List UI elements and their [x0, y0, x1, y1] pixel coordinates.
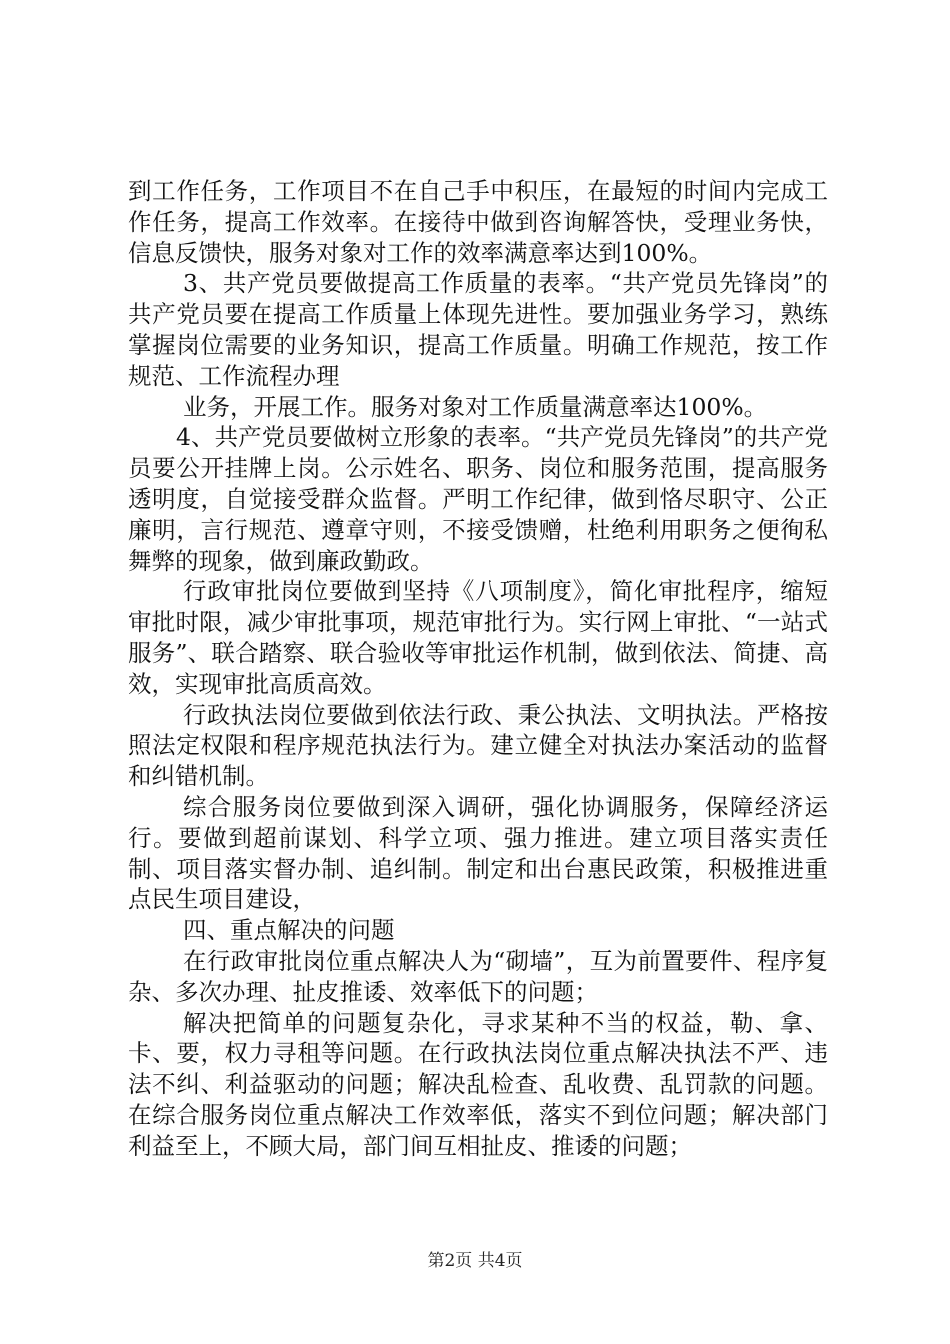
paragraph: 业务，开展工作。服务对象对工作质量满意率达100%。 [183, 392, 768, 421]
paragraph: 四、重点解决的问题 [183, 916, 395, 945]
paragraph: 到工作任务，工作项目不在自己手中积压，在最短的时间内完成工作任务，提高工作效率。在接待中做到咨询解答快，受理业务快，信息反馈快，服务对象对工作的效率满意率达到100%。 [128, 177, 828, 267]
page-footer: 第2页 共4页 [427, 1251, 523, 1271]
document-body [128, 176, 828, 1162]
paragraph: 3、共产党员要做提高工作质量的表率。“共产党员先锋岗”的共产党员要在提高工作质量上体现先进性。要加强业务学习，熟练掌握岗位需要的业务知识，提高工作质量。明确工作规范，按工作规范、工作流程办理 [128, 269, 828, 390]
paragraph: 解决把简单的问题复杂化，寻求某种不当的权益，勒、拿、卡、要，权力寻租等问题。在行政执法岗位重点解决执法不严、违法不纠、利益驱动的问题；解决乱检查、乱收费、乱罚款的问题。在综合服务岗位重点解决工作效率低，落实不到位问题；解决部门利益至上，不顾大局，部门间互相扯皮、推诿的问题； [128, 1008, 828, 1160]
paragraph: 在行政审批岗位重点解决人为“砌墙”，互为前置要件、程序复杂、多次办理、扯皮推诿、效率低下的问题； [128, 946, 828, 1006]
paragraph: 综合服务岗位要做到深入调研，强化协调服务，保障经济运行。要做到超前谋划、科学立项、强力推进。建立项目落实责任制、项目落实督办制、追纠制。制定和出台惠民政策，积极推进重点民生项目建设， [128, 792, 828, 914]
paragraph: 行政审批岗位要做到坚持《八项制度》，简化审批程序，缩短审批时限，减少审批事项，规范审批行为。实行网上审批、“一站式服务”、联合踏察、联合验收等审批运作机制，做到依法、简捷、高效，实现审批高质高效。 [128, 577, 828, 698]
paragraph: 行政执法岗位要做到依法行政、秉公执法、文明执法。严格按照法定权限和程序规范执法行为。建立健全对执法办案活动的监督和纠错机制。 [128, 700, 828, 791]
paragraph: 4、共产党员要做树立形象的表率。“共产党员先锋岗”的共产党员要公开挂牌上岗。公示姓名、职务、岗位和服务范围，提高服务透明度，自觉接受群众监督。严明工作纪律，做到恪尽职守、公正廉明，言行规范、遵章守则，不接受馈赠，杜绝利用职务之便徇私舞弊的现象，做到廉政勤政。 [128, 423, 828, 575]
